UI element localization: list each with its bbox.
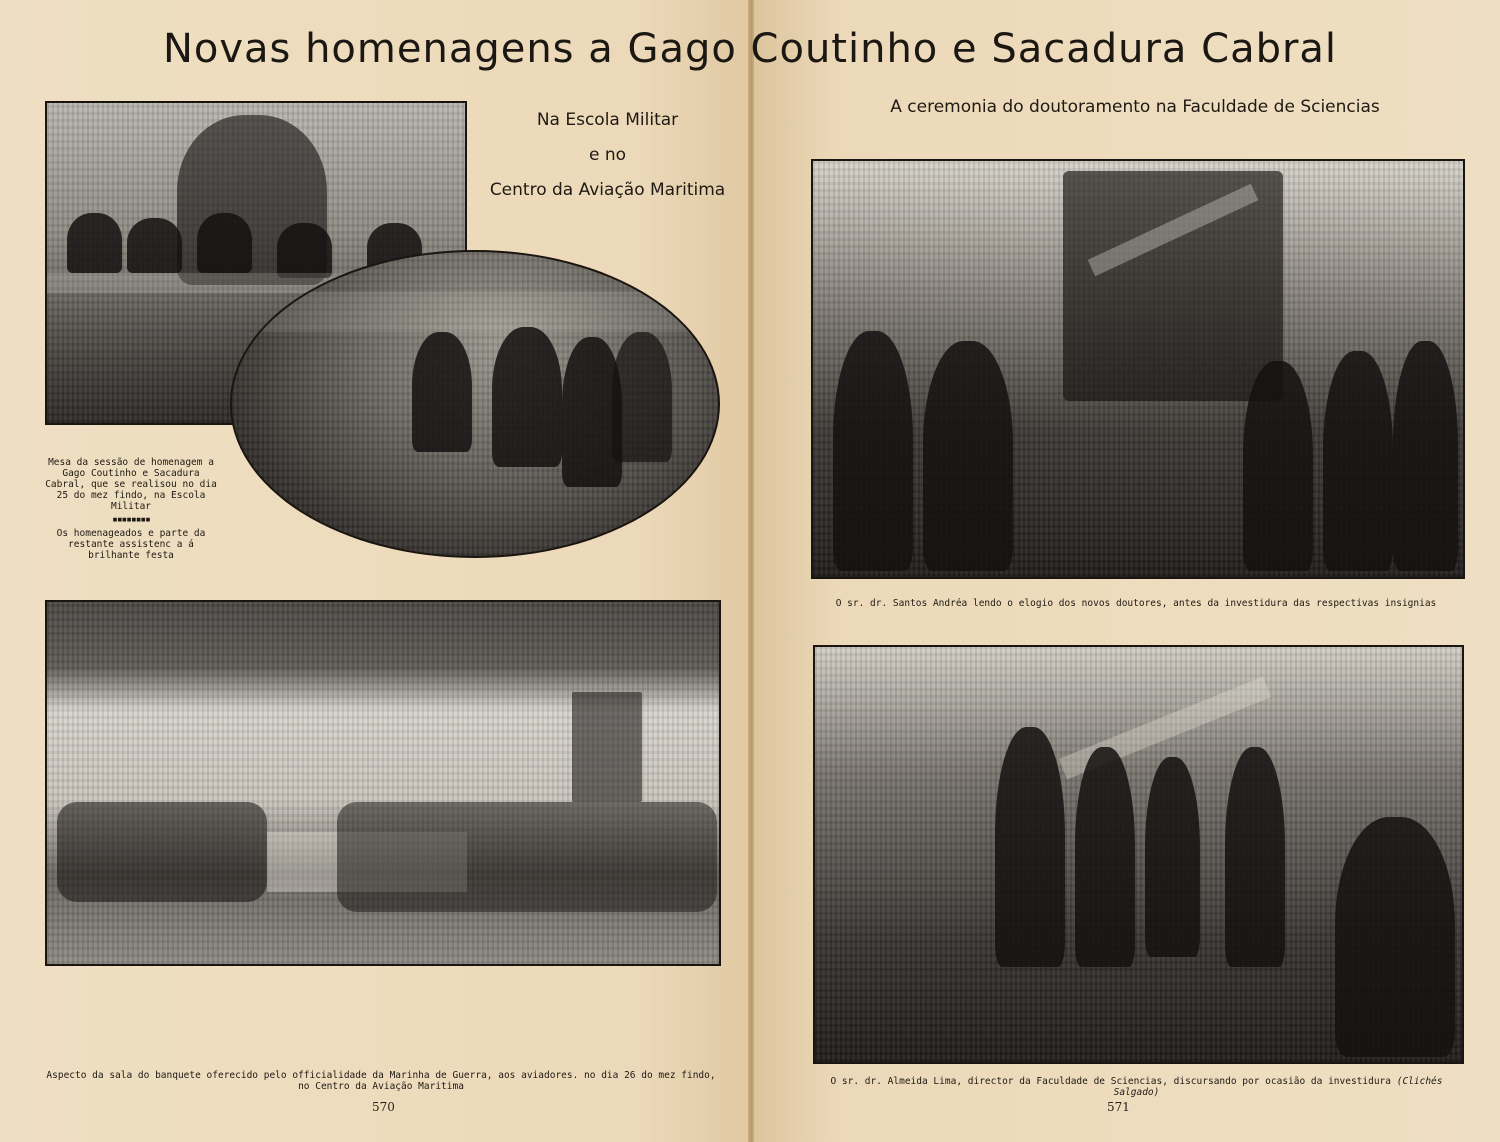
- caption-homenageados: Os homenageados e parte da restante assistenc a á brilhante festa: [56, 528, 206, 561]
- section-line-3: Centro da Aviação Maritima: [489, 180, 726, 200]
- photo-doutoramento: [811, 159, 1465, 579]
- section-line-2: e no: [588, 145, 627, 165]
- section-title-left: [470, 103, 745, 208]
- page-number-right: 571: [1107, 1100, 1130, 1114]
- caption-investidura-text: O sr. dr. Almeida Lima, director da Faculdade de Sciencias, discursando por ocasião da investidura: [830, 1076, 1391, 1087]
- caption-banquete: Aspecto da sala do banquete oferecido pelo officialidade da Marinha de Guerra, aos aviadores. no dia 26 do mez findo, no Centro da Aviação Maritima: [46, 1070, 716, 1092]
- photo-banquete: [45, 600, 721, 966]
- section-title-right: A ceremonia do doutoramento na Faculdade de Sciencias: [890, 97, 1380, 117]
- caption-doutoramento: O sr. dr. Santos Andréa lendo o elogio dos novos doutores, antes da investidura das respectivas insignias: [835, 598, 1437, 609]
- page-number-left: 570: [372, 1100, 395, 1114]
- caption-investidura: [813, 1076, 1460, 1098]
- photo-homenageados: [230, 250, 720, 558]
- caption-mesa: Mesa da sessão de homenagem a Gago Coutinho e Sacadura Cabral, que se realisou no dia 25 do mez findo, na Escola Militar: [45, 457, 217, 512]
- caption-separator: ▪▪▪▪▪▪▪▪: [112, 514, 150, 525]
- photo-investidura: [813, 645, 1464, 1064]
- page-gutter: [748, 0, 754, 1142]
- section-line-1: Na Escola Militar: [536, 110, 679, 130]
- photo-credit: (Clichés Salgado): [1113, 1076, 1443, 1098]
- headline: Novas homenagens a Gago Coutinho e Sacadura Cabral: [162, 26, 1338, 72]
